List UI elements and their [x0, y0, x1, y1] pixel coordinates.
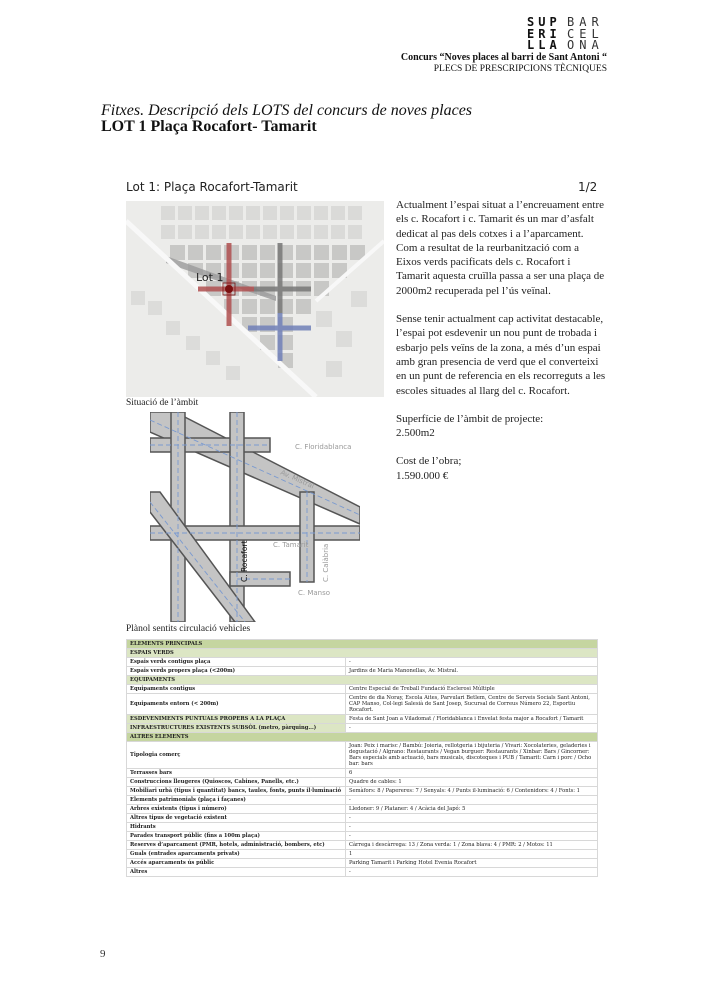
traffic-plan-caption: Plànol sentits circulació vehicles [126, 624, 251, 634]
section-header: EQUIPAMENTS [127, 676, 598, 685]
row-label: Parades transport públic (fins a 100m plaça) [127, 832, 346, 841]
row-label: Espais verds propers plaça (<200m) [127, 667, 346, 676]
row-value: - [346, 823, 598, 832]
logo-text: ERI [527, 26, 561, 41]
street-label-floridablanca: C. Floridablanca [295, 443, 352, 451]
row-label: Guals (entrades aparcaments privats) [127, 850, 346, 859]
row-value: - [346, 658, 598, 667]
lot1-marker [225, 285, 233, 293]
row-value: Centre Especial de Treball Fundació Esclerosi Múltiple [346, 685, 598, 694]
logo-text: LLA [527, 38, 561, 52]
table-row [127, 841, 598, 850]
row-value: Jardins de Maria Manonellas, Av. Mistral. [346, 667, 598, 676]
row-value: Quadre de cables: 1 [346, 778, 598, 787]
logo-text: SUP [527, 15, 561, 29]
lot-title: LOT 1 Plaça Rocafort- Tamarit [101, 118, 317, 135]
table-section-row [127, 640, 598, 649]
row-label: Accés aparcaments ús públic [127, 859, 346, 868]
section-header: ELEMENTS PRINCIPALS [127, 640, 598, 649]
row-label: Equipaments contigus [127, 685, 346, 694]
table-row [127, 805, 598, 814]
row-label: Reserves d’aparcament (PMR, hotels, administració, bombers, etc) [127, 841, 346, 850]
section-header: ESPAIS VERDS [127, 649, 598, 658]
street-label-manso: C. Manso [298, 589, 331, 597]
cost-label: Cost de l’obra; [396, 455, 462, 468]
row-label: Equipaments entorn (< 200m) [127, 694, 346, 715]
situation-map [126, 201, 384, 397]
logo-text: CEL [567, 26, 604, 41]
table-row [127, 814, 598, 823]
row-value: 6 [346, 769, 598, 778]
card-title: Lot 1: Plaça Rocafort-Tamarit [126, 180, 298, 194]
row-value: Semàfors: 8 / Papereres: 7 / Senyals: 4 / Punts il·luminació: 6 / Contenidors: 4 / Fonts: 1 [346, 787, 598, 796]
section-header: ALTRES ELEMENTS [127, 733, 598, 742]
row-label: ESDEVENIMENTS PUNTUALS PROPERS A LA PLAÇA [127, 715, 346, 724]
table-row [127, 859, 598, 868]
row-value: - [346, 796, 598, 805]
cost-value: 1.590.000 € [396, 469, 449, 482]
row-label: Hidrants [127, 823, 346, 832]
row-value: 1 [346, 850, 598, 859]
row-value: Càrrega i descàrrega: 13 / Zona verda: 1 / Zona blava: 4 / PMR: 2 / Motos: 11 [346, 841, 598, 850]
logo-text: ONA [567, 38, 604, 52]
row-value: Parking Tamarit i Parking Hotel Evenia Rocafort [346, 859, 598, 868]
street-label-calabria: C. Calàbria [322, 543, 330, 582]
table-highlight-row [127, 715, 598, 724]
table-row [127, 778, 598, 787]
table-row [127, 832, 598, 841]
situation-map-caption: Situació de l’àmbit [126, 398, 199, 408]
lot1-label: Lot 1 [196, 271, 224, 284]
traffic-direction-plan [150, 412, 360, 622]
section-title: Fitxes. Descripció dels LOTS del concurs de noves places [101, 102, 473, 119]
document-subtitle: PLECS DE PRESCRIPCIONS TÈCNIQUES [433, 64, 607, 74]
row-label: Altres [127, 868, 346, 877]
row-value: - [346, 832, 598, 841]
description-paragraph: Actualment l’espai situat a l’encreuament entre els c. Rocafort i c. Tamarit és un mar d’asfalt dedicat al pas dels cotxes i a l’aparcament. Com a resultat de la reurbanització com a Eixos verds pacificats dels c. Rocafort i Tamarit aquesta cruïlla passa a ser una plaça de 2000m2 recuperada pel l’ús veïnal. [396, 199, 605, 297]
table-row [127, 658, 598, 667]
street-label-mistral: Av. Mistral [279, 468, 316, 491]
area-value: 2.500m2 [396, 427, 435, 440]
table-row [127, 796, 598, 805]
row-value: - [346, 724, 598, 733]
traffic-plan-graphic [150, 412, 360, 622]
row-label: Elements patrimonials (plaça i façanes) [127, 796, 346, 805]
table-row [127, 868, 598, 877]
table-section-row [127, 676, 598, 685]
situation-map-graphic [126, 201, 384, 397]
row-label: Espais verds contigus plaça [127, 658, 346, 667]
row-label: Construccions lleugeres (Quioscos, Cabines, Panells, etc.) [127, 778, 346, 787]
row-label: Arbres existents (tipus i número) [127, 805, 346, 814]
card-page-indicator: 1/2 [578, 180, 598, 194]
row-value: - [346, 868, 598, 877]
row-label: INFRAESTRUCTURES EXISTENTS SUBSÒL (metro, pàrquing...) [127, 724, 346, 733]
table-row [127, 742, 598, 769]
table-row [127, 769, 598, 778]
row-label: Tipologia comerç [127, 742, 346, 769]
table-row [127, 823, 598, 832]
row-value: Joan: Peix i marisc / Bambú: Joieria, rellotgeria i bijuteria / Vivari: Xocolateries, geladeries i degustació / Algrano: Restaurants / Vegan burguer: Restaurants / Xinbar: Bars / Gincorner: Bars especials amb actuació, bars musicals, discoteques i PUB / Tamarit: Carn i porc / Ocho bar: bars [346, 742, 598, 769]
row-value: - [346, 814, 598, 823]
lot-info-table-body [127, 640, 598, 877]
street-label-rocafort: C. Rocafort [240, 540, 249, 582]
row-label: Altres tipus de vegetació existent [127, 814, 346, 823]
area-label: Superfície de l’àmbit de projecte: [396, 412, 544, 425]
logo-text: BAR [567, 15, 604, 29]
contest-title: Concurs “Noves places al barri de Sant Antoni “ [400, 52, 607, 63]
table-row [127, 685, 598, 694]
cost-block [396, 454, 606, 483]
table-section-row [127, 649, 598, 658]
table-row [127, 787, 598, 796]
row-label: Terrasses bars [127, 769, 346, 778]
area-block [396, 412, 606, 441]
row-value: Lledoner: 9 / Plataner: 4 / Acàcia del Japó: 5 [346, 805, 598, 814]
table-highlight-row [127, 724, 598, 733]
row-value: Festa de Sant Joan a Viladomat / Floridablanca i Envelat festa major a Rocafort / Tamarit [346, 715, 598, 724]
lot-info-table [126, 639, 598, 877]
street-label-tamarit: C. Tamarit [273, 541, 309, 549]
lot-description [396, 198, 606, 497]
row-label: Mobiliari urbà (tipus i quantitat) bancs, taules, fonts, punts il·luminació [127, 787, 346, 796]
table-section-row [127, 733, 598, 742]
table-row [127, 694, 598, 715]
table-row [127, 667, 598, 676]
description-paragraph: Sense tenir actualment cap activitat destacable, l’espai pot esdevenir un nou punt de trobada i esbarjo pels veïns de la zona, a més d’un espai amb gran presencia de verd que el converteixi en un punt de referencia en els recorreguts a les escoles situades al llarg del c. Rocafort. [396, 313, 606, 397]
page-number: 9 [100, 948, 106, 960]
table-row [127, 850, 598, 859]
row-value: Centre de dia Noray, Escola Aites, Parvulari Betlem, Centre de Serveis Socials Sant Antoni, CAP Manso, Col·legi Salesià de Sant Josep, Sucursal de Correus Número 22, Esportiu Rocafort. [346, 694, 598, 715]
superilla-barcelona-logo [527, 17, 607, 52]
